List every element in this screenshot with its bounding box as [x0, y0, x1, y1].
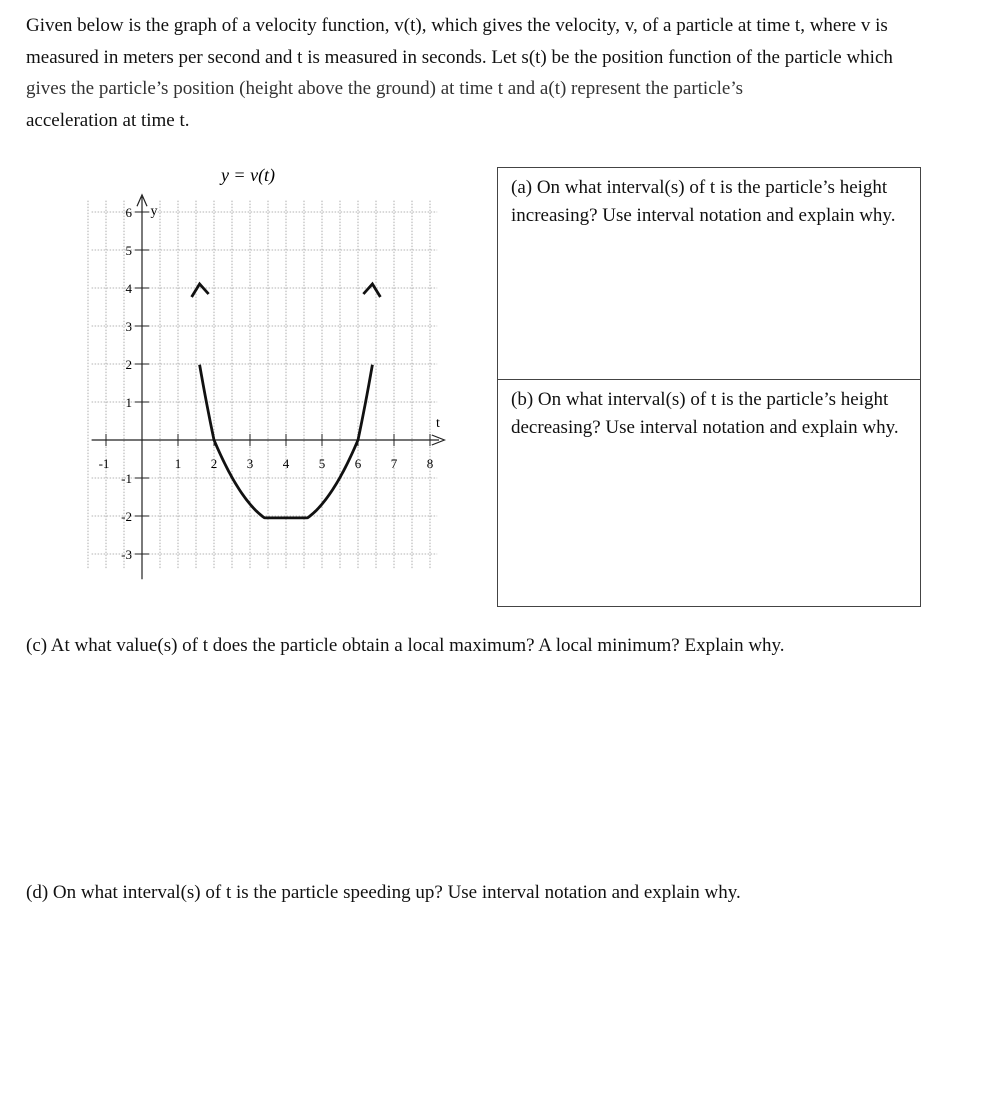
y-tick-label: 3 — [125, 319, 132, 334]
curve-arrow-left — [192, 284, 209, 297]
x-tick-label: 6 — [354, 456, 362, 471]
x-tick-label: -1 — [98, 456, 110, 471]
y-tick-label: -1 — [121, 471, 132, 486]
curve-arrow-right — [363, 284, 380, 297]
y-tick-label: 6 — [125, 205, 132, 220]
graph-ticks — [99, 205, 434, 562]
x-tick-label: 5 — [318, 456, 326, 471]
graph-grid — [88, 201, 437, 570]
question-c: (c) At what value(s) of t does the particle obtain a local maximum? A local minimum? Explain why. — [26, 635, 785, 656]
problem-statement — [26, 10, 991, 136]
question-b-box — [497, 379, 921, 607]
y-tick-label: 5 — [125, 243, 132, 258]
y-tick-label: 1 — [125, 395, 132, 410]
question-a-box — [497, 167, 921, 380]
x-tick-label: 8 — [426, 456, 434, 471]
x-tick-label: 4 — [282, 456, 290, 471]
graph-title: y = v(t) — [220, 165, 276, 185]
y-axis-label: y — [150, 204, 158, 219]
y-tick-label: 2 — [125, 357, 132, 372]
intro-line-2: measured in meters per second and t is measured in seconds. Let s(t) be the position function of the particle which — [26, 46, 893, 68]
y-tick-label: -2 — [121, 509, 132, 524]
x-axis-label: t — [436, 416, 440, 431]
question-d: (d) On what interval(s) of t is the particle speeding up? Use interval notation and explain why. — [26, 882, 741, 903]
intro-line-3: gives the particle’s position (height above the ground) at time t and a(t) represent the particle’s — [26, 78, 744, 99]
y-tick-label: -3 — [121, 547, 132, 562]
intro-line-4: acceleration at time t. — [26, 109, 190, 131]
question-a-text: (a) On what interval(s) of t is the particle’s height increasing? Use interval notation and explain why. — [511, 177, 896, 226]
velocity-graph — [80, 150, 480, 590]
x-tick-label: 7 — [390, 456, 398, 471]
question-b-text: (b) On what interval(s) of t is the particle’s height decreasing? Use interval notation and explain why. — [511, 389, 899, 438]
x-tick-label: 2 — [210, 456, 218, 471]
x-tick-label: 3 — [246, 456, 254, 471]
intro-line-1: Given below is the graph of a velocity function, v(t), which gives the velocity, v, of a particle at time t, where v is — [26, 15, 888, 36]
x-tick-label: 1 — [174, 456, 182, 471]
y-tick-label: 4 — [125, 281, 132, 296]
